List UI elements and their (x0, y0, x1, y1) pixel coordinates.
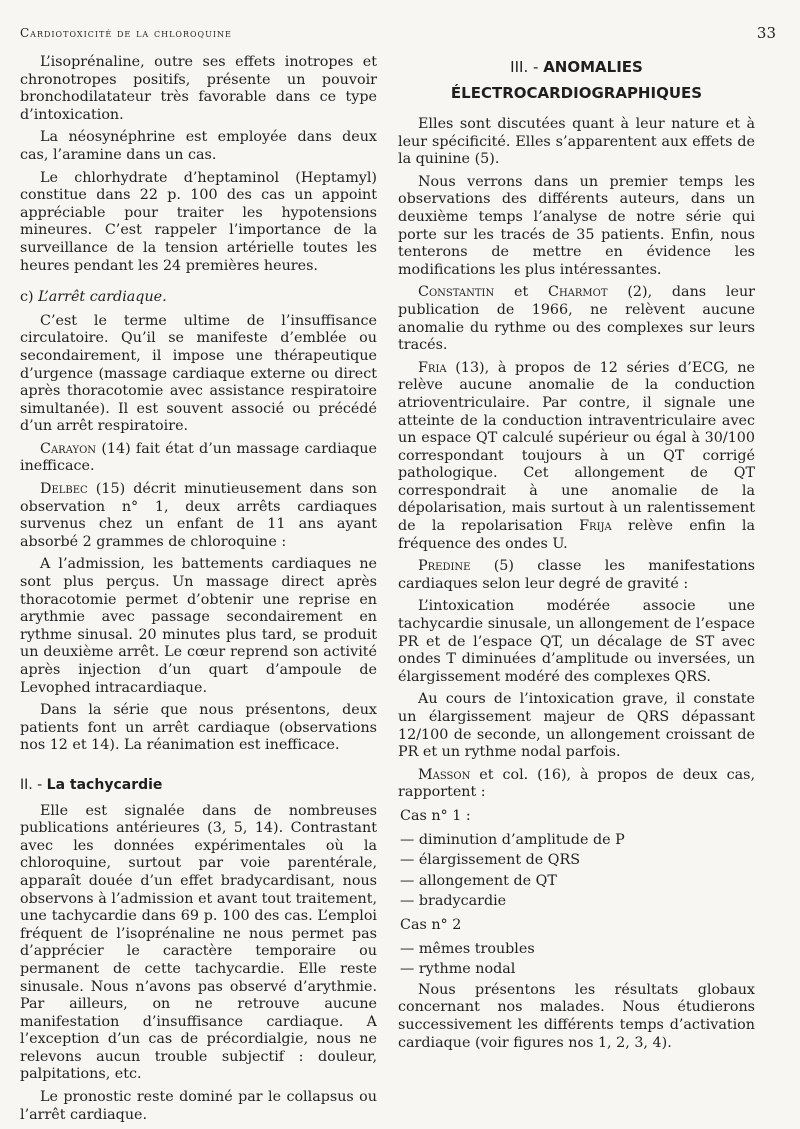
section-number: III. - (510, 58, 539, 76)
paragraph-text: relève enfin la fréquence des ondes U. (398, 518, 755, 552)
paragraph-text: (15) décrit minutieusement dans son observation n° 1, deux arrêts cardiaques survenus chez un enfant de 11 ans ayant absorbé 2 grammes de chloroquine : (20, 481, 377, 550)
paragraph-text: et col. (16), à propos de deux cas, rapportent : (398, 766, 755, 801)
paragraph: Le chlorhydrate d’heptaminol (Heptamyl) constitue dans 22 p. 100 des cas un appoint appréciable pour traiter les hypotensions mineures. C’est rappeler l’importance de la surveillance de la tension artérielle toutes les heures pendant les 24 premières heures. (20, 169, 377, 274)
subsection-heading-c (20, 289, 377, 307)
author-name: Frija (579, 518, 612, 535)
paragraph: L’isoprénaline, outre ses effets inotropes et chronotropes positifs, présente un pouvoir bronchodilatateur très favorable dans ce type d’intoxication. (20, 54, 377, 123)
paragraph (398, 558, 755, 593)
paragraph (398, 284, 755, 354)
paragraph: Au cours de l’intoxication grave, il constate un élargissement majeur de QRS dépassant 12/100 de seconde, un allongement croissant de PR et un rythme nodal parfois. (398, 691, 755, 761)
author-name: Constantin (418, 284, 495, 301)
section-heading-anomalies (398, 54, 755, 106)
paragraph: Elle est signalée dans de nombreuses publications antérieures (3, 5, 14). Contrastant avec les données expérimentales où la chloroquine, surtout par voie parentérale, apparaît douée d’un effet bradycardisant, nous observons à l’admission et avant tout traitement, une tachycardie dans 69 p. 100 des cas. L’emploi fréquent de l’isoprénaline ne nous permet pas d’apprécier le caractère temporaire ou permanent de cette tachycardie. Elle reste sinusale. Nous n’avons pas observé d’arythmie. Par ailleurs, on ne retrouve aucune manifestation d’insuffisance cardiaque. A l’exception d’un cas de précordialgie, nous ne relevons aucun trouble subjectif : douleur, palpitations, etc. (20, 802, 377, 1083)
paragraph: La néosynéphrine est employée dans deux cas, l’aramine dans un cas. (20, 129, 377, 163)
paragraph-text: (2), dans leur publication de 1966, ne relèvent aucune anomalie du rythme ou des complexes sur leurs tracés. (398, 284, 755, 354)
paragraph-text: et (494, 284, 548, 301)
list-item: — bradycardie (400, 893, 507, 910)
list-item: — diminution d’amplitude de P (400, 831, 625, 848)
paragraph-text: (14) fait état d’un massage cardiaque inefficace. (20, 440, 377, 475)
paragraph: A l’admission, les battements cardiaques ne sont plus perçus. Un massage direct après thoracotomie permet d’obtenir une reprise en arythmie avec passage secondairement en rythme sinusal. 20 minutes plus tard, se produit un deuxième arrêt. Le cœur reprend son activité après injection d’un quart d’ampoule de Levophed intracardiaque. (20, 556, 377, 696)
left-column (20, 54, 377, 1129)
section-number: II. - (20, 776, 43, 793)
case-1-block (400, 808, 755, 911)
section-title-line-1 (398, 54, 755, 80)
author-name: Masson (418, 766, 471, 783)
subsection-label: c) (20, 289, 34, 306)
paragraph-text: (5) classe les manifestations cardiaques selon leur degré de gravité : (398, 558, 755, 592)
section-title-part: ANOMALIES (543, 58, 643, 76)
list-item: — allongement de QT (400, 872, 557, 889)
paragraph: Le pronostic reste dominé par le collapsus ou l’arrêt cardiaque. (20, 1089, 377, 1123)
list-item: — rythme nodal (400, 961, 516, 978)
page-number: 33 (756, 24, 776, 42)
paragraph: C’est le terme ultime de l’insuffisance circulatoire. Qu’il se manifeste d’emblée ou secondairement, il impose une thérapeutique d’urgence (massage cardiaque externe ou direct après thoracotomie avec assistance respiratoire simultanée). Il est souvent associé ou précédé d’un arrêt respiratoire. (20, 312, 377, 435)
paragraph: Dans la série que nous présentons, deux patients font un arrêt cardiaque (observations nos 12 et 14). La réanimation est inefficace. (20, 702, 377, 754)
running-title: Cardiotoxicité de la chloroquine (20, 26, 232, 40)
author-name: Charmot (548, 284, 608, 301)
section-heading-tachycardie (20, 777, 377, 795)
section-title-line-2 (398, 80, 755, 106)
author-name: Delbec (40, 481, 88, 498)
case-label: Cas n° 2 (400, 916, 462, 933)
case-2-block (400, 917, 755, 979)
paragraph (20, 481, 377, 551)
paragraph: Nous présentons les résultats globaux concernant nos malades. Nous étudierons successivement les différents temps d’activation cardiaque (voir figures nos 1, 2, 3, 4). (398, 981, 755, 1051)
subsection-title: L’arrêt cardiaque. (38, 289, 167, 306)
section-title-part: ÉLECTROCARDIOGRAPHIQUES (450, 84, 703, 102)
author-name: Predine (418, 558, 471, 575)
author-name: Fria (418, 359, 447, 376)
section-title: La tachycardie (46, 776, 163, 793)
paragraph (398, 767, 755, 802)
right-column (398, 54, 755, 1057)
paragraph: Nous verrons dans un premier temps les observations des différents auteurs, dans un deuxième temps l’analyse de notre série qui porte sur les tracés de 35 patients. Enfin, nous tenterons de mettre en évidence les modifications les plus intéressantes. (398, 173, 755, 278)
author-name: Carayon (40, 440, 97, 457)
paragraph (20, 441, 377, 476)
paragraph: L’intoxication modérée associe une tachycardie sinusale, un allongement de l’espace PR et de l’espace QT, un décalage de ST avec ondes T diminuées d’amplitude ou inversées, un élargissement modéré des complexes QRS. (398, 598, 755, 685)
case-label: Cas n° 1 : (400, 807, 471, 824)
list-item: — élargissement de QRS (400, 852, 581, 869)
paragraph-text: (13), à propos de 12 séries d’ECG, ne relève aucune anomalie de la conduction atrioventriculaire. Par contre, il signale une atteinte de la conduction intraventriculaire avec un espace QT calculé supérieur ou égal à 30/100 correspondant toujours à un QT corrigé pathologique. Cet allongement de QT correspondrait à une anomalie de la dépolarisation, mais surtout à un ralentissement de la repolarisation (398, 359, 755, 535)
paragraph: Elles sont discutées quant à leur nature et à leur spécificité. Elles s’apparentent aux effets de la quinine (5). (398, 116, 755, 168)
paragraph (398, 360, 755, 554)
list-item: — mêmes troubles (400, 940, 535, 957)
